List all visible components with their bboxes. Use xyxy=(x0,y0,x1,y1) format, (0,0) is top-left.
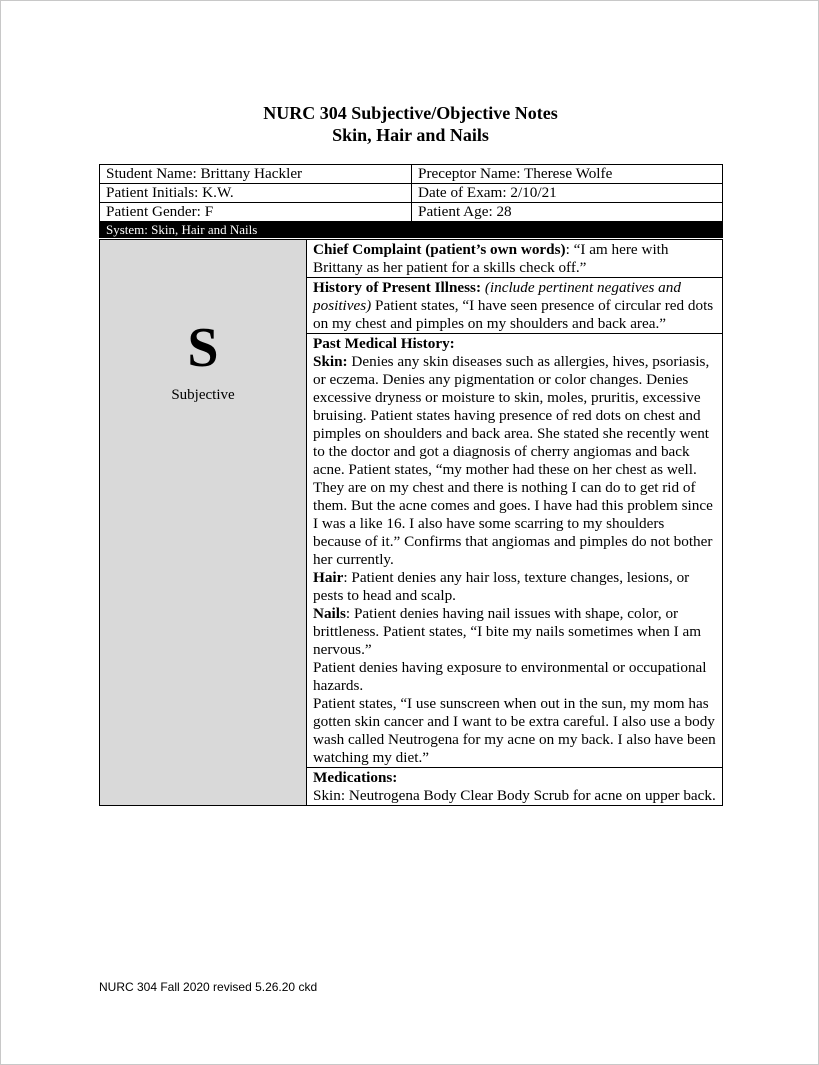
pmh-skin xyxy=(313,353,716,569)
title-line-2: Skin, Hair and Nails xyxy=(332,125,489,145)
subjective-letter: S xyxy=(187,317,219,379)
hair-text: : Patient denies any hair loss, texture changes, lesions, or pests to head and scalp. xyxy=(313,569,690,604)
hair-label: Hair xyxy=(313,569,344,586)
nails-text: : Patient denies having nail issues with shape, color, or brittleness. Patient states, “I bite my nails sometimes when I am nervous.” xyxy=(313,605,702,658)
page-footer: NURC 304 Fall 2020 revised 5.26.20 ckd xyxy=(99,980,318,994)
nails-label: Nails xyxy=(313,605,346,622)
medications-text: Skin: Neutrogena Body Clear Body Scrub for acne on upper back. xyxy=(313,787,716,804)
chief-complaint-text: : “I am here with Brittany as her patient for a skills check off.” xyxy=(313,241,669,276)
pmh-cell xyxy=(307,334,723,768)
pmh-sunscreen: Patient states, “I use sunscreen when out in the sun, my mom has gotten skin cancer and I want to be extra careful. I also use a body wash called Neutrogena for my acne on my back. I also have been watching my diet.” xyxy=(313,695,716,766)
patient-initials: Patient Initials: K.W. xyxy=(100,184,412,203)
info-row xyxy=(100,203,723,222)
preceptor-name: Preceptor Name: Therese Wolfe xyxy=(412,165,723,184)
subjective-table xyxy=(99,239,723,806)
info-row xyxy=(100,165,723,184)
date-of-exam: Date of Exam: 2/10/21 xyxy=(412,184,723,203)
title-line-1: NURC 304 Subjective/Objective Notes xyxy=(263,103,558,123)
medications-cell xyxy=(307,768,723,806)
chief-complaint-heading: Chief Complaint (patient’s own words) xyxy=(313,241,566,258)
info-row xyxy=(100,184,723,203)
skin-text: Denies any skin diseases such as allergies, hives, psoriasis, or eczema. Denies any pigmentation or color changes. Denies excessive dryness or moisture to skin, moles, pruritis, excessive bruising. Patient states having presence of red dots on chest and pimples on shoulders and back area. She stated she recently went to the doctor and got a diagnosis of cherry angiomas and back acne. Patient states, “my mother had these on her chest as well. They are on my chest and there is nothing I can do to get rid of them. But the acne comes and goes. I have had this problem since I was a like 16. I also have some scarring to my shoulders because of it.” Confirms that angiomas and pimples do not bother her currently. xyxy=(313,353,713,568)
document-title xyxy=(1,102,819,146)
skin-label: Skin: xyxy=(313,353,348,370)
hpi-heading: History of Present Illness: xyxy=(313,279,482,296)
pmh-heading: Past Medical History: xyxy=(313,335,455,352)
subjective-label: Subjective xyxy=(171,387,235,403)
pmh-environment: Patient denies having exposure to environmental or occupational hazards. xyxy=(313,659,707,694)
patient-age: Patient Age: 28 xyxy=(412,203,723,222)
notes-table xyxy=(99,164,723,238)
hpi-note: (include pertinent negatives and positives) xyxy=(313,279,681,314)
system-row xyxy=(100,222,723,238)
patient-gender: Patient Gender: F xyxy=(100,203,412,222)
hpi-cell xyxy=(307,278,723,334)
student-name: Student Name: Brittany Hackler xyxy=(100,165,412,184)
medications-heading: Medications: xyxy=(313,769,398,786)
system-label: System: Skin, Hair and Nails xyxy=(100,222,723,238)
pmh-hair xyxy=(313,569,716,605)
hpi-text: Patient states, “I have seen presence of circular red dots on my chest and pimples on my shoulders and back area.” xyxy=(313,297,714,332)
chief-complaint-cell xyxy=(307,240,723,278)
pmh-nails xyxy=(313,605,716,659)
subjective-side-panel xyxy=(100,240,307,806)
